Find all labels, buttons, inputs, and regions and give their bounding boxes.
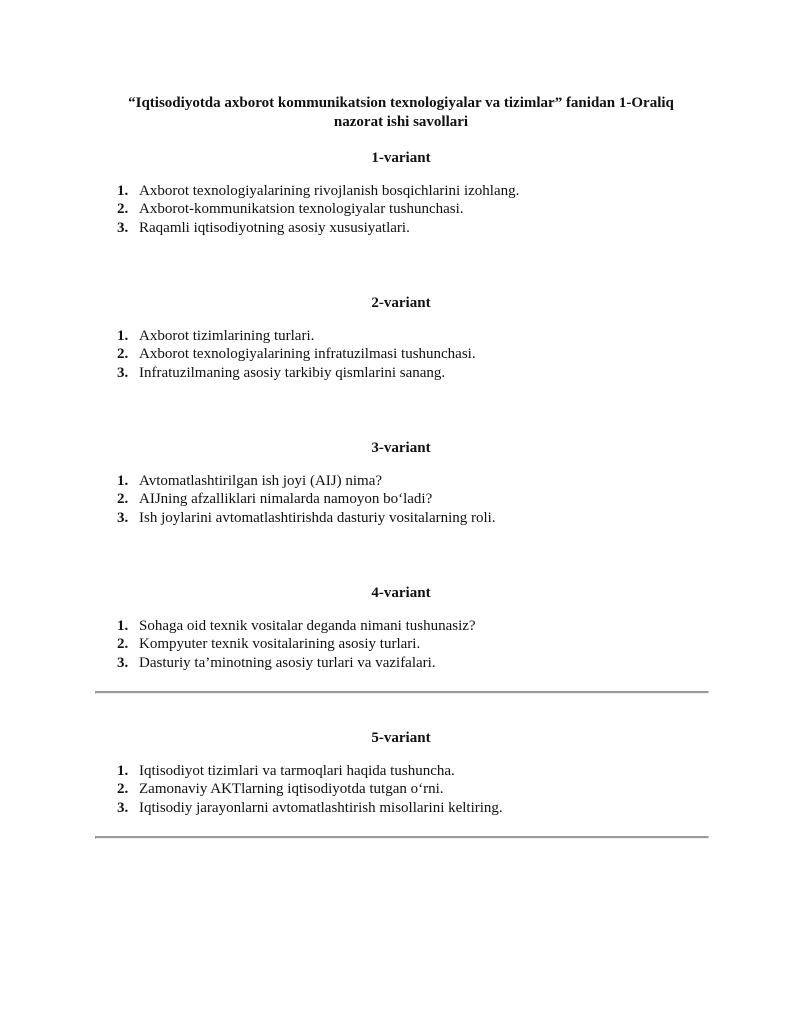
question-item xyxy=(95,762,707,780)
question-item xyxy=(95,200,707,218)
document-title xyxy=(95,94,707,132)
horizontal-rule xyxy=(95,836,709,839)
variant-2-section xyxy=(95,293,707,382)
question-item xyxy=(95,780,707,798)
question-number: 3. xyxy=(117,509,129,526)
question-number: 3. xyxy=(117,364,129,381)
question-text: Iqtisodiy jarayonlarni avtomatlashtirish misollarini keltiring. xyxy=(139,799,503,816)
question-number: 2. xyxy=(117,346,129,363)
question-item xyxy=(95,364,707,382)
question-item xyxy=(95,654,707,672)
question-text: Avtomatlashtirilgan ish joyi (AIJ) nima? xyxy=(139,473,383,489)
question-text: Raqamli iqtisodiyotning asosiy xususiyatlari. xyxy=(139,219,410,236)
question-item xyxy=(95,635,707,653)
variant-heading: 1-variant xyxy=(371,150,431,166)
question-text: Axborot texnologiyalarining infratuzilmasi tushunchasi. xyxy=(139,346,476,363)
question-number: 2. xyxy=(117,201,129,218)
variant-heading: 3-variant xyxy=(371,440,431,456)
question-number: 3. xyxy=(117,219,129,236)
question-number: 3. xyxy=(117,654,129,671)
horizontal-rule xyxy=(95,691,709,694)
question-text: Ish joylarini avtomatlashtirishda dasturiy vositalarning roli. xyxy=(139,509,496,526)
variant-1-section xyxy=(95,148,707,237)
question-number: 1. xyxy=(117,618,129,634)
question-text: Infratuzilmaning asosiy tarkibiy qismlarini sanang. xyxy=(139,364,446,381)
question-list xyxy=(95,472,707,527)
question-list xyxy=(95,327,707,382)
question-text: Sohaga oid texnik vositalar deganda nimani tushunasiz? xyxy=(139,618,476,634)
variant-heading: 2-variant xyxy=(371,295,431,311)
variant-heading: 4-variant xyxy=(371,585,431,601)
document-title-line-1: “Iqtisodiyotda axborot kommunikatsion texnologiyalar va tizimlar” fanidan 1-Oraliq xyxy=(128,95,674,111)
question-item xyxy=(95,617,707,635)
question-text: Kompyuter texnik vositalarining asosiy turlari. xyxy=(139,636,421,653)
question-text: Iqtisodiyot tizimlari va tarmoqlari haqida tushuncha. xyxy=(139,763,455,779)
question-item xyxy=(95,182,707,200)
question-item xyxy=(95,327,707,345)
question-item xyxy=(95,799,707,817)
question-item xyxy=(95,472,707,490)
variant-3-section xyxy=(95,438,707,527)
question-number: 2. xyxy=(117,636,129,653)
question-item xyxy=(95,345,707,363)
question-number: 2. xyxy=(117,491,129,508)
question-list xyxy=(95,762,707,817)
question-item xyxy=(95,509,707,527)
variant-4-section xyxy=(95,583,707,672)
question-text: Axborot-kommunikatsion texnologiyalar tushunchasi. xyxy=(139,201,464,218)
question-text: Axborot tizimlarining turlari. xyxy=(139,328,315,344)
variant-5-section xyxy=(95,728,707,817)
question-text: AIJning afzalliklari nimalarda namoyon bo‘ladi? xyxy=(139,491,433,508)
question-number: 3. xyxy=(117,799,129,816)
question-text: Dasturiy ta’minotning asosiy turlari va vazifalari. xyxy=(139,654,436,671)
question-text: Zamonaviy AKTlarning iqtisodiyotda tutgan o‘rni. xyxy=(139,781,444,798)
question-item xyxy=(95,490,707,508)
question-number: 1. xyxy=(117,328,129,344)
variant-heading: 5-variant xyxy=(371,730,431,746)
question-number: 1. xyxy=(117,183,129,199)
question-number: 2. xyxy=(117,781,129,798)
question-list xyxy=(95,617,707,672)
question-item xyxy=(95,219,707,237)
question-list xyxy=(95,182,707,237)
question-number: 1. xyxy=(117,473,129,489)
document-title-line-2: nazorat ishi savollari xyxy=(333,114,469,130)
question-text: Axborot texnologiyalarining rivojlanish bosqichlarini izohlang. xyxy=(139,183,520,199)
question-number: 1. xyxy=(117,763,129,779)
